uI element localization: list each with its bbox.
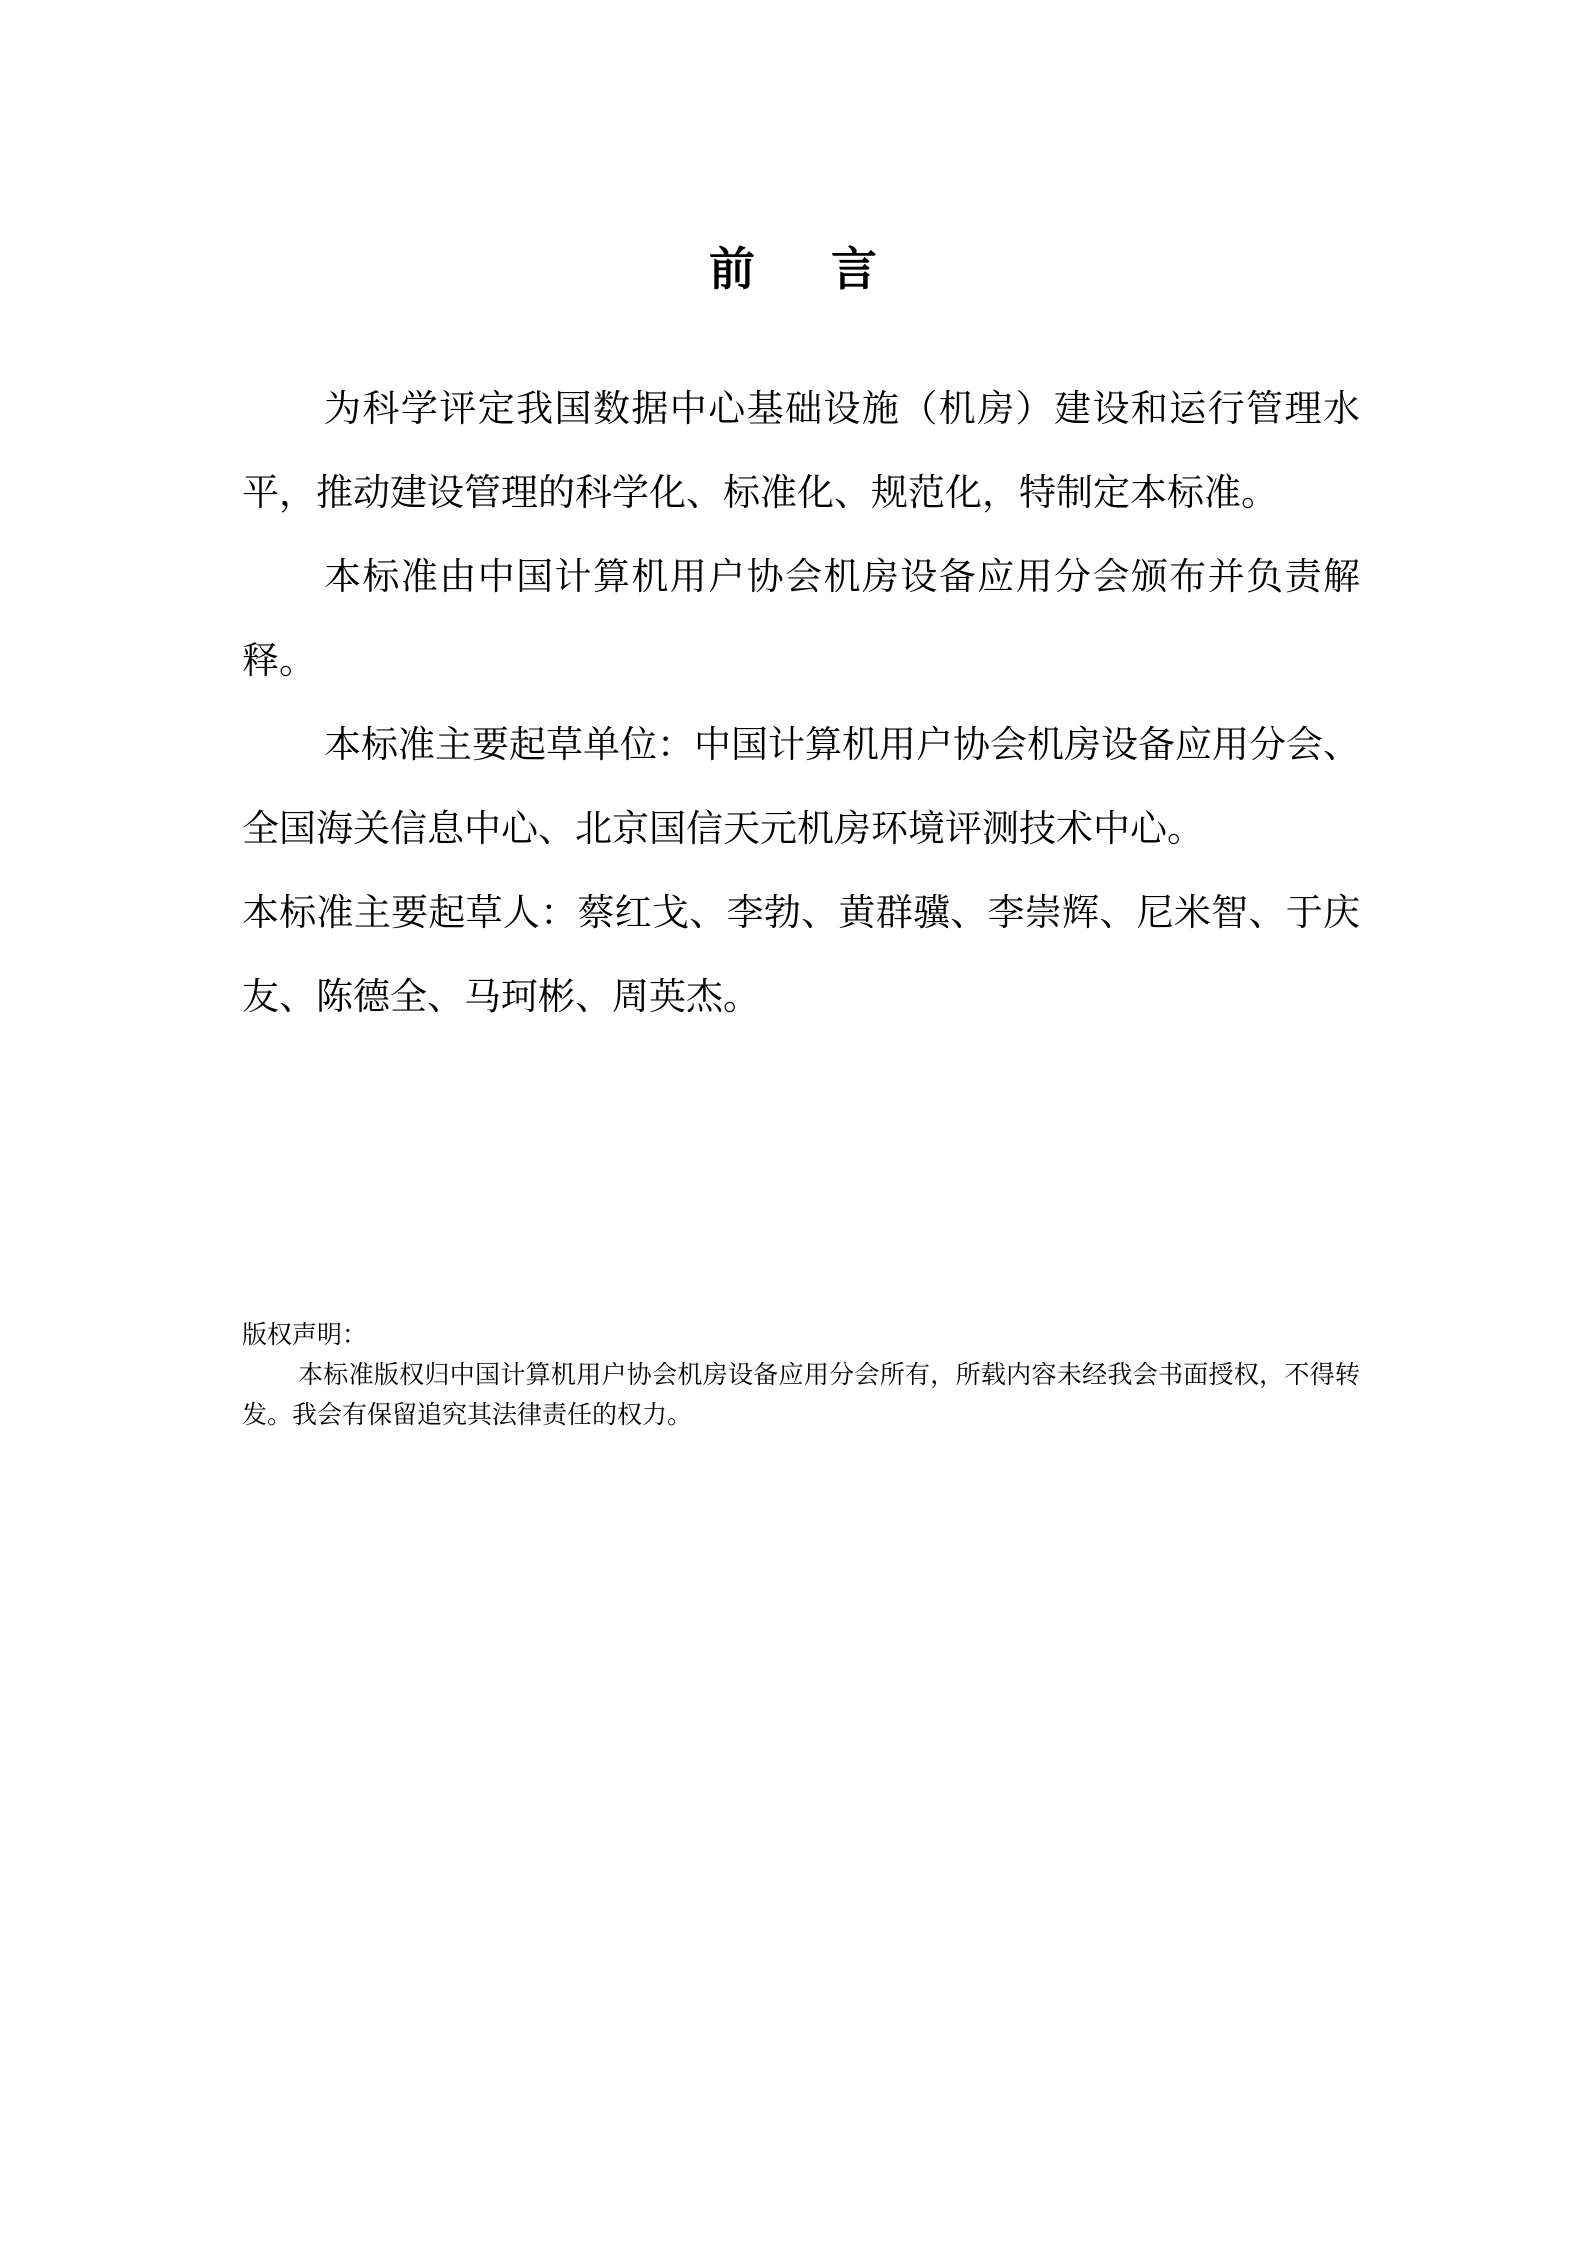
preface-paragraph-drafting-units: 本标准主要起草单位：中国计算机用户协会机房设备应用分会、全国海关信息中心、北京国信天元机房环境评测技术中心。 [242, 723, 1360, 850]
preface-paragraph-drafters: 本标准主要起草人：蔡红戈、李勃、黄群骥、李崇辉、尼米智、于庆友、陈德全、马珂彬、周英杰。 [242, 891, 1360, 1018]
preface-body [242, 367, 1360, 1039]
preface-paragraph-issuer: 本标准由中国计算机用户协会机房设备应用分会颁布并负责解释。 [242, 555, 1360, 682]
page-title: 前言 [709, 241, 953, 296]
copyright-notice [242, 1315, 1360, 1435]
copyright-text: 本标准版权归中国计算机用户协会机房设备应用分会所有，所载内容未经我会书面授权，不得转发。我会有保留追究其法律责任的权力。 [242, 1360, 1360, 1429]
copyright-heading: 版权声明： [242, 1320, 368, 1349]
preface-paragraph-purpose: 为科学评定我国数据中心基础设施（机房）建设和运行管理水平，推动建设管理的科学化、标准化、规范化，特制定本标准。 [242, 387, 1360, 514]
